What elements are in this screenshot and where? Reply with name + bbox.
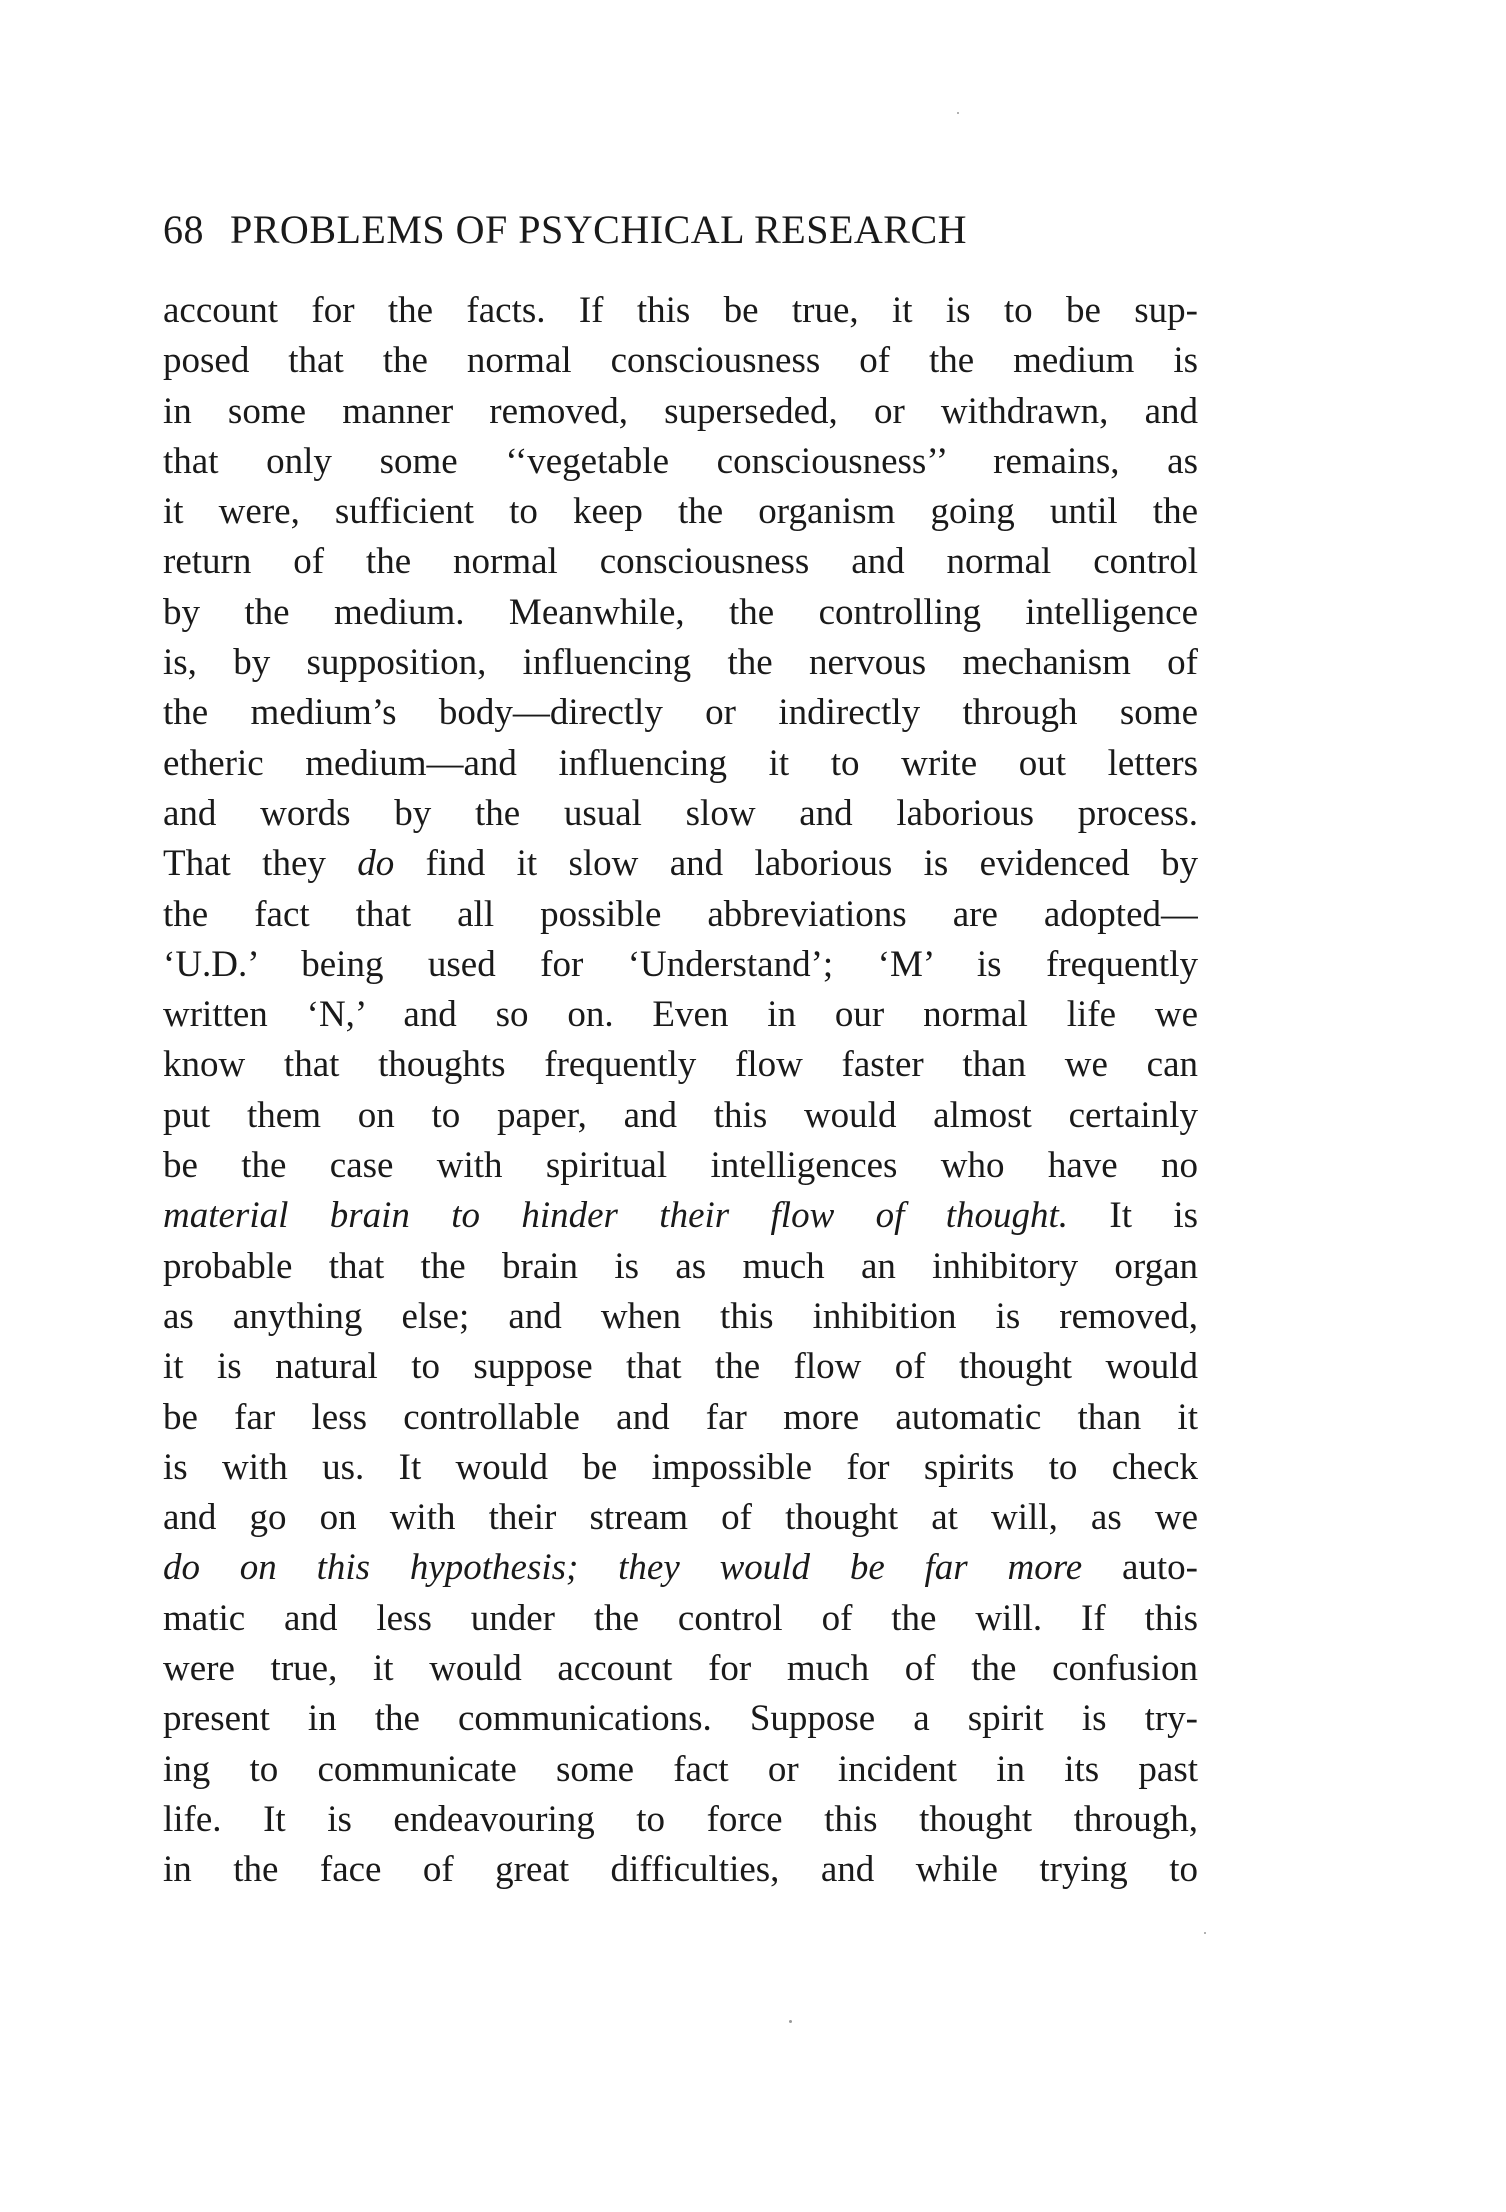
running-head: [163, 205, 1198, 255]
text-line: return of the normal consciousness and normal control: [163, 541, 1198, 583]
text-line: ‘U.D.’ being used for ‘Understand’; ‘M’ is frequently: [163, 943, 1198, 985]
text-line: be far less controllable and far more automatic than it: [163, 1396, 1198, 1438]
text-line: by the medium. Meanwhile, the controlling intelligence: [163, 591, 1198, 633]
paper-speck: [1204, 1932, 1206, 1934]
text-line-italic-phrase: do on this hypothesis; they would be far more auto-: [163, 1547, 1198, 1589]
text-line: and words by the usual slow and laborious process.: [163, 792, 1198, 834]
text-line: etheric medium—and influencing it to write out letters: [163, 742, 1198, 784]
text-line: life. It is endeavouring to force this thought through,: [163, 1798, 1198, 1840]
text-line: the medium’s body—directly or indirectly through some: [163, 692, 1198, 734]
text-line: it is natural to suppose that the flow of thought would: [163, 1346, 1198, 1388]
text-line-italic-phrase: material brain to hinder their flow of thought. It is: [163, 1195, 1198, 1237]
italic-span: do: [357, 843, 395, 885]
text-line: is with us. It would be impossible for spirits to check: [163, 1446, 1198, 1488]
italic-span: do on this hypothesis; they would be far more: [163, 1547, 1083, 1589]
text-line: the fact that all possible abbreviations are adopted—: [163, 893, 1198, 935]
text-line: present in the communications. Suppose a spirit is try-: [163, 1698, 1198, 1740]
text-line: as anything else; and when this inhibition is removed,: [163, 1295, 1198, 1337]
text-line: posed that the normal consciousness of the medium is: [163, 340, 1198, 382]
italic-span: material brain to hinder their flow of thought.: [163, 1195, 1069, 1237]
text-line: were true, it would account for much of the confusion: [163, 1648, 1198, 1690]
text-line: probable that the brain is as much an inhibitory organ: [163, 1245, 1198, 1287]
text-line: put them on to paper, and this would almost certainly: [163, 1094, 1198, 1136]
text-line: and go on with their stream of thought at will, as we: [163, 1497, 1198, 1539]
text-line: account for the facts. If this be true, it is to be sup-: [163, 290, 1198, 331]
text-line: ing to communicate some fact or incident in its past: [163, 1748, 1198, 1790]
text-line: know that thoughts frequently flow faster than we can: [163, 1044, 1198, 1086]
body-text: [163, 286, 1198, 1896]
running-title: PROBLEMS OF PSYCHICAL RESEARCH: [230, 207, 968, 252]
page-number: 68: [163, 207, 204, 252]
paper-speck: [957, 112, 959, 114]
text-line: written ‘N,’ and so on. Even in our normal life we: [163, 994, 1198, 1036]
text-line: in some manner removed, superseded, or withdrawn, and: [163, 390, 1198, 432]
text-line: be the case with spiritual intelligences who have no: [163, 1145, 1198, 1187]
text-line: in the face of great difficulties, and while trying to: [163, 1849, 1198, 1891]
text-line: is, by supposition, influencing the nervous mechanism of: [163, 642, 1198, 684]
text-line: it were, sufficient to keep the organism going until the: [163, 491, 1198, 533]
text-line-italic-do: That they do find it slow and laborious is evidenced by: [163, 843, 1198, 885]
text-line: matic and less under the control of the will. If this: [163, 1597, 1198, 1639]
paper-speck: [789, 2020, 792, 2023]
text-line: that only some ‘‘vegetable consciousness’’ remains, as: [163, 440, 1198, 482]
